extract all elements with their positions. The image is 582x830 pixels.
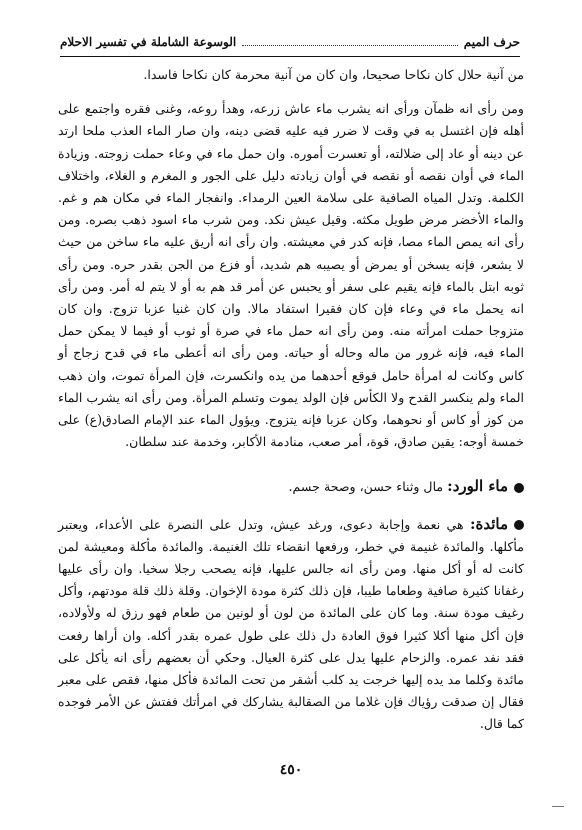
scan-mark [552, 806, 564, 810]
bullet-icon [514, 520, 524, 530]
header-book-title: الوسوعة الشاملة في تفسير الاحلام [60, 35, 237, 49]
bullet-icon [514, 483, 524, 493]
entry-text: هي نعمة وإجابة دعوى، ورغد عيش، وتدل على النصرة على الأعداء، ويعتبر مأكلها. والمائدة غنيمة في خطر، ورفعها انقضاء تلك الغنيمة. والمائدة مأكلة ومعيشة لمن كانت له أو أكل منها. ومن رأى انه جالس عليها، فإنه يصحب رجلا سخيا. وان رأى عليها رغفانا كثيرة صافية وطعاما طيبا، فإن ذلك كثرة مودة الإخوان. وقلة ذلك قلة مودتهم، وأكل رغيف مودة سنة. وما كان على المائدة من لون أو لونين من طعام فهو رزق له ولأولاده، فإن أكل منها أكلا كثيرا فوق العادة دل ذلك على طول عمره بقدر أكله. وان أراها رفعت فقد نفد عمره. والزحام عليها يدل على كثرة العيال. وحكي أن بعضهم رأى انه يأكل على مائدة وكلما مد يده إليها خرجت يد كلب أشقر من تحت المائدة فأكل منها، فقص على معبر فقال إن صدقت رؤياك فإن غلاما من الصقالبة يشاركك في امرأتك ففتش عن الأمر فوجده كما قال. [58, 516, 524, 732]
entry-headword: ماء الورد: [447, 477, 508, 496]
page-number: ٤٥٠ [279, 762, 303, 778]
entry-headword: مائدة: [469, 514, 508, 533]
page-body [58, 64, 524, 736]
entry-text: مال وثناء حسن، وصحة جسم. [288, 479, 448, 495]
header-section-title: حرف الميم [463, 35, 520, 49]
entry-table [58, 513, 524, 736]
header-rule [60, 56, 520, 57]
entry-rose-water [58, 475, 524, 498]
header-dot-leader [242, 45, 458, 46]
paragraph-continuation: من آنية حلال كان نكاحا صحيحا، وان كان من آنية محرمة كان نكاحا فاسدا. [143, 67, 524, 82]
running-header [60, 34, 520, 50]
paragraph-water: ومن رأى انه ظمآن ورأى انه يشرب ماء عاش زرعه، وهدأ روعه، وغنى فقره واجتمع على أهله فإن اغتسل به في وقت لا ضرر فيه عليه قضى دينه، وان صار الماء العذب ملحا ارتد عن دينه أو عاد إلى ضلالته، أو تعسرت أموره. وان حمل ماء في وعاء حملت زوجته. وزيادة الماء في أوان نقصه أو نقصه في أوان زيادته دليل على الجور و المغرم و الغلاء، واختلاف الكلمة. وتدل المياه الصافية على سلامة العين الرمداء. وانفجار الماء في مكان هم و غم. والماء الأخضر مرض طويل مكثه. وقيل عيش نكد. ومن شرب ماء اسود ذهب بصره. ومن رأى انه يمص الماء مصا، فإنه كدر في معيشته. وان رأى انه أريق عليه ماء ساخن من حيث لا يشعر، فإنه يسخن أو يمرض أو يصيبه هم شديد، أو فزع من الجن بقدر حره. ومن رأى ثوبه ابتل بالماء فإنه يقيم على سفر أو يحبس عن أمر قد هم به أو لا يتم له أمر. ومن رأى انه يحمل ماء في وعاء فإن كان فقيرا استفاد مالا. وان كان غنيا عزبا تزوج. وان كان متزوجا حملت امرأته منه. ومن رأى انه حمل ماء في صرة أو ثوب أو فيما لا يمكن حمل الماء فيه، فإنه غرور من ماله وحاله أو حياته. ومن رأى انه أعطى ماء في قدح زجاج أو كاس وكانت له امرأة حامل فوقع أحدهما من يده وانكسرت، فإن المرأة تموت، وان ذهب الماء ولم ينكسر القدح ولا الكأس فإن الولد يموت وتسلم المرأة. ومن رأى انه يشرب الماء من كوز أو كاس أو نحوهما، وكان عزبا فإنه يتزوج. ويؤول الماء عند الإمام الصادق(ع) على خمسة أوجه: يقين صادق، قوة، أمر صعب، منادمة الأكابر، وخدمة عند سلطان. [58, 101, 524, 450]
